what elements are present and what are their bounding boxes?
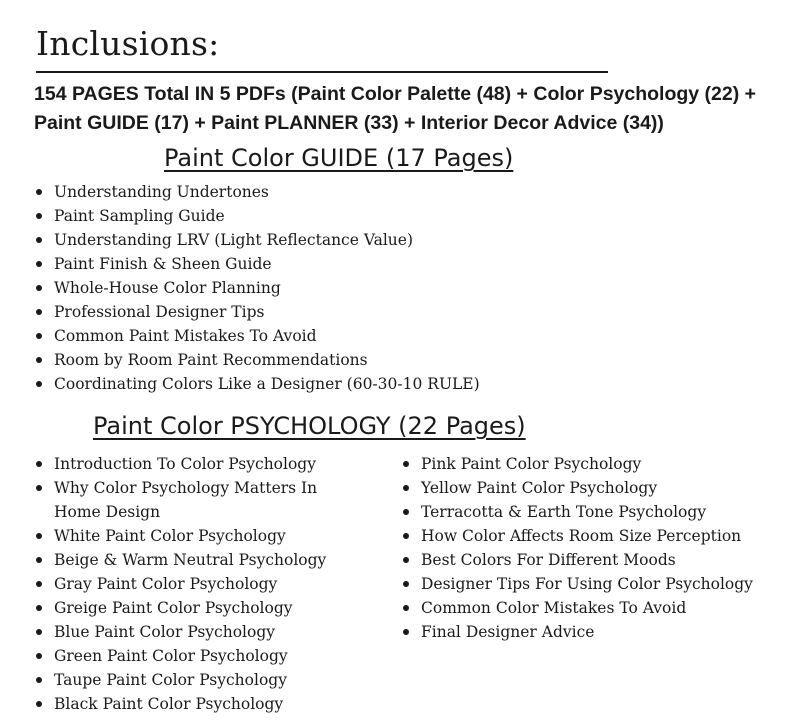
bullet-icon	[36, 653, 42, 659]
bullet-icon	[36, 485, 42, 491]
bullet-icon	[36, 701, 42, 707]
bullet-icon	[403, 533, 409, 539]
psychology-list-left	[36, 452, 396, 716]
list-item: Common Paint Mistakes To Avoid	[36, 324, 480, 348]
bullet-icon	[36, 261, 42, 267]
list-item: Black Paint Color Psychology	[36, 692, 396, 716]
bullet-icon	[36, 461, 42, 467]
guide-section-heading: Paint Color GUIDE (17 Pages)	[164, 144, 514, 172]
bullet-icon	[403, 509, 409, 515]
bullet-icon	[403, 605, 409, 611]
bullet-icon	[403, 485, 409, 491]
list-item: Final Designer Advice	[403, 620, 753, 644]
page-title: Inclusions:	[36, 24, 220, 63]
bullet-icon	[36, 629, 42, 635]
bullet-icon	[36, 189, 42, 195]
title-divider	[36, 71, 608, 73]
list-item: Whole-House Color Planning	[36, 276, 480, 300]
list-item: Best Colors For Different Moods	[403, 548, 753, 572]
list-item: Greige Paint Color Psychology	[36, 596, 396, 620]
list-item: Green Paint Color Psychology	[36, 644, 396, 668]
list-item: Yellow Paint Color Psychology	[403, 476, 753, 500]
list-item: Designer Tips For Using Color Psychology	[403, 572, 753, 596]
list-item: Coordinating Colors Like a Designer (60-30-10 RULE)	[36, 372, 480, 396]
bullet-icon	[36, 237, 42, 243]
bullet-icon	[36, 333, 42, 339]
bullet-icon	[403, 581, 409, 587]
bullet-icon	[36, 357, 42, 363]
list-item: Professional Designer Tips	[36, 300, 480, 324]
bullet-icon	[36, 677, 42, 683]
bullet-icon	[36, 381, 42, 387]
list-item: Beige & Warm Neutral Psychology	[36, 548, 396, 572]
list-item: Why Color Psychology Matters In Home Design	[36, 476, 354, 524]
list-item: Terracotta & Earth Tone Psychology	[403, 500, 753, 524]
bullet-icon	[36, 309, 42, 315]
list-item: Common Color Mistakes To Avoid	[403, 596, 753, 620]
bullet-icon	[36, 285, 42, 291]
bullet-icon	[36, 605, 42, 611]
psychology-section-heading: Paint Color PSYCHOLOGY (22 Pages)	[93, 412, 526, 440]
list-item: Gray Paint Color Psychology	[36, 572, 396, 596]
bullet-icon	[36, 213, 42, 219]
bullet-icon	[403, 629, 409, 635]
bullet-icon	[403, 461, 409, 467]
psychology-list-right	[403, 452, 753, 644]
bullet-icon	[403, 557, 409, 563]
bullet-icon	[36, 581, 42, 587]
bullet-icon	[36, 557, 42, 563]
list-item: White Paint Color Psychology	[36, 524, 396, 548]
list-item: Blue Paint Color Psychology	[36, 620, 396, 644]
list-item: Understanding LRV (Light Reflectance Value)	[36, 228, 480, 252]
bullet-icon	[36, 533, 42, 539]
list-item: Paint Sampling Guide	[36, 204, 480, 228]
list-item: How Color Affects Room Size Perception	[403, 524, 753, 548]
list-item: Understanding Undertones	[36, 180, 480, 204]
inclusions-summary: 154 PAGES Total IN 5 PDFs (Paint Color Palette (48) + Color Psychology (22) + Paint GUIDE (17) + Paint PLANNER (33) + Interior Decor Advice (34))	[34, 83, 757, 134]
list-item: Paint Finish & Sheen Guide	[36, 252, 480, 276]
list-item: Taupe Paint Color Psychology	[36, 668, 396, 692]
list-item: Introduction To Color Psychology	[36, 452, 396, 476]
list-item: Pink Paint Color Psychology	[403, 452, 753, 476]
guide-list	[36, 180, 480, 396]
list-item: Room by Room Paint Recommendations	[36, 348, 480, 372]
